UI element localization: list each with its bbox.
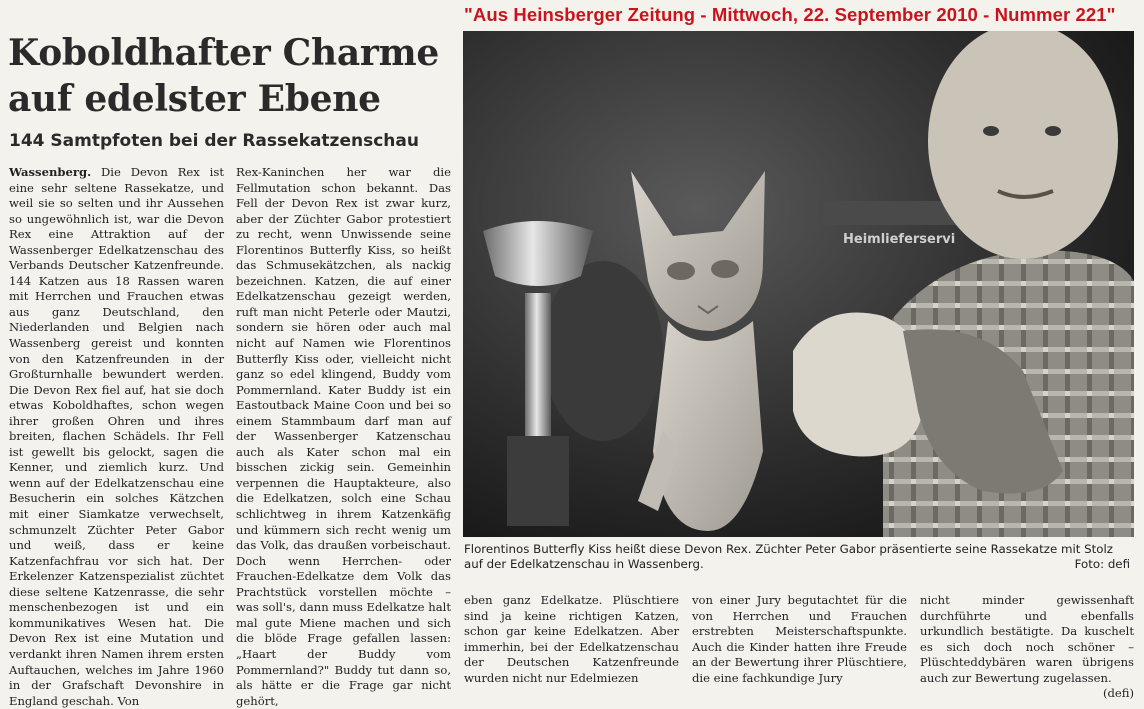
dateline: Wassenberg. — [9, 165, 92, 179]
article-column-5 — [920, 593, 1134, 702]
column-2-text: Rex-Kaninchen her war die Fellmutation schon bekannt. Das Fell der Devon Rex ist zwar kurz, aber der Züchter Gabor protestiert zu recht, wenn Unwissende seine Florentinos Butterfly Kiss, so heißt das Schmusekätzchen, als nackig bezeichnen. Katzen, die auf einer Edelkatzenschau gezeigt werden, ruft man nicht Peterle oder Mautzi, sondern sie hören oder auch mal nicht auf Namen wie Florentinos Butterfly Kiss oder, vielleicht nicht ganz so edel klingend, Buddy vom Pommernland. Kater Buddy ist ein Eastoutback Maine Coon und bei so einem Stammbaum darf man auf der Wassenberger Katzenschau auch als Kater schon mal ein bisschen zickig sein. Gemeinhin verpennen die Hauptakteure, also die Edelkatzen, solch eine Schau schlichtweg in ihrem Katzenkäfig und kümmern sich recht wenig um das Volk, das draußen vorbeischaut. Doch wenn Herrchen- oder Frauchen-Edelkatze dem Volk das Prachtstück vorstellen möchte – was soll's, dann muss Edelkatze halt mal gute Miene machen und sich die blöde Frage gefallen lassen: „Haart der Buddy vom Pommernland?" Buddy tut dann so, als hätte er die Frage gar nicht gehört, — [236, 165, 451, 708]
article-column-2 — [236, 165, 451, 709]
column-5-text — [920, 593, 1134, 701]
photo-caption — [464, 542, 1132, 572]
subheadline-prefix: 144 Samtpfoten bei der — [9, 131, 243, 151]
article-paragraph — [9, 165, 224, 709]
newspaper-source-line: "Aus Heinsberger Zeitung - Mittwoch, 22. September 2010 - Nummer 221" — [464, 4, 1116, 25]
column-4-text: von einer Jury begutachtet für die von Herrchen und Frauchen erstrebten Meisterschaftspunkte. Auch die Kinder hatten ihre Freude an der Bewertung ihrer Plüschtiere, die eine fachkundige Jury — [692, 593, 907, 685]
headline-line-2: auf edelster Ebene — [8, 78, 381, 120]
article-column-1 — [9, 165, 224, 709]
background-sign-text: Heimlieferservi — [843, 232, 956, 247]
photo-credit: Foto: defi — [1074, 557, 1130, 571]
background-person — [543, 261, 663, 441]
author-signature: (defi) — [1102, 686, 1134, 701]
article-photo — [463, 31, 1134, 537]
headline-line-1: Koboldhafter Charme — [8, 32, 439, 74]
column-3-text: eben ganz Edelkatze. Plüschtiere sind ja keine richtigen Katzen, schon gar keine Edelkatzen. Aber immerhin, bei der Edelkatzenschau der Deutschen Katzenfreunde wurden nicht nur Edelmiezen — [464, 593, 679, 685]
column-1-text: Die Devon Rex ist eine sehr seltene Rassekatze, und weil sie so selten und ihr Aussehen so ungewöhnlich ist, war die Devon Rex eine Attraktion auf der Wassenberger Edelkatzenschau des Verbands Deutscher Katzenfreunde. 144 Katzen aus 18 Rassen waren mit Herrchen und Frauchen etwas aus ganz Deutschland, den Niederlanden und Belgien nach Wassenberg gereist und konnten von den Katzenfreunden in der Großturnhalle bewundert werden. Die Devon Rex fiel auf, hat sie doch etwas Koboldhaftes, schon wegen ihrer großen Ohren und ihres breiten, flachen Schädels. Ihr Fell ist gewellt bis gelockt, sagen die Kenner, und ziemlich kurz. Und wenn auf der Edelkatzenschau eine Besucherin ein solches Kätzchen mit einer Siamkatze verwechselt, schmunzelt Züchter Peter Gabor und weiß, dass er keine Katzenfachfrau vor sich hat. Der Erkelenzer Katzenspezialist züchtet diese seltene Katzenrasse, die sehr menschenbezogen ist und ein kommunikatives Wesen hat. Die Devon Rex ist eine Mutation und verdankt ihren Namen ihrem ersten Auftauchen, welches im Jahre 1960 in der Grafschaft Devonshire in England geschah. Von — [9, 165, 224, 708]
cat-show-photo-illustration — [463, 31, 1134, 537]
caption-line-1: Florentinos Butterfly Kiss heißt diese Devon Rex. Züchter Peter Gabor präsentierte seine Rassekatze mit Stolz — [464, 542, 1113, 556]
article-subheadline — [9, 131, 459, 151]
article-column-3 — [464, 593, 679, 686]
article-column-4 — [692, 593, 907, 686]
subheadline-emphasis: Rassekatzenschau — [242, 131, 419, 151]
column-5-body: nicht minder gewissenhaft durchführte und ebenfalls urkundlich bestätigte. Da kuschelt es sich doch noch schöner – Plüschteddybären waren übrigens auch zur Bewertung zugelassen. — [920, 593, 1134, 685]
article-headline — [8, 30, 458, 122]
caption-line-2: auf der Edelkatzenschau in Wassenberg. — [464, 557, 704, 571]
background-sign — [823, 201, 963, 225]
